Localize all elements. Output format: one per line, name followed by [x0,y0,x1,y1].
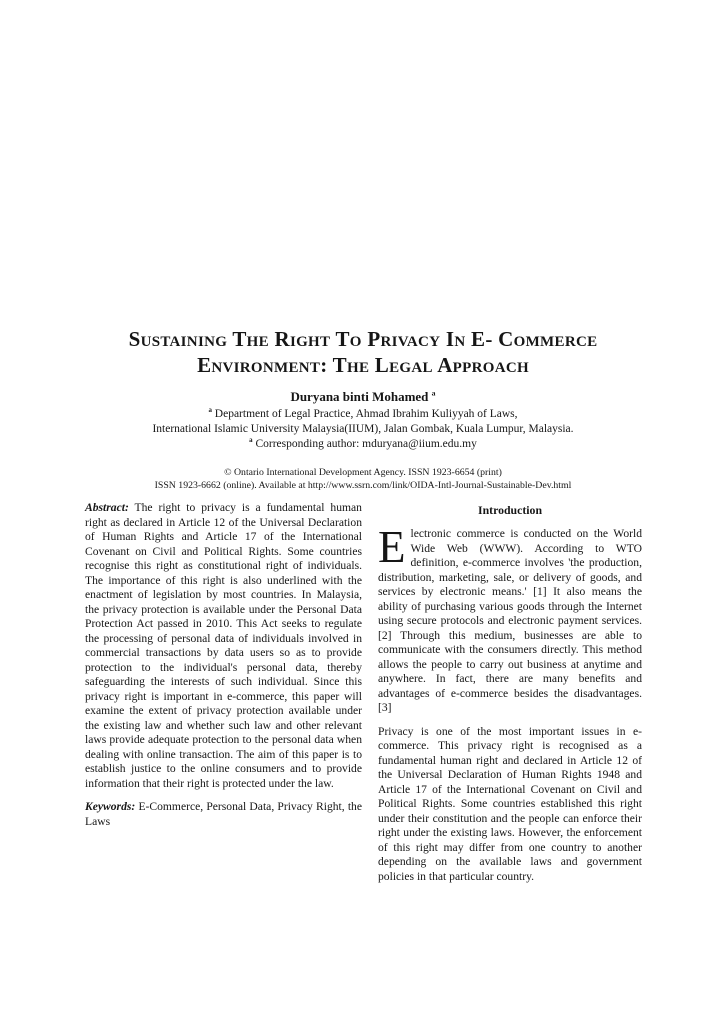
intro-paragraph-2: Privacy is one of the most important issues in e-commerce. This privacy right is recognised as a fundamental human right and declared in Article 12 of the Universal Declaration of Human Rights 1948 and Article 17 of the International Covenant on Civil and Political Rights. Some countries established this right under their constitution and the people can enforce their right under the existing laws. However, the enforcement of this right may differ from one country to another depending on the available laws and government policies in that particular country. [378,724,642,883]
keywords-paragraph [85,800,362,829]
abstract-label: Abstract: [85,501,129,514]
body-columns [85,501,642,884]
corresponding-marker: a [249,437,253,445]
author-name-text: Duryana binti Mohamed [290,389,429,404]
author-affiliation-marker: a [431,388,436,398]
title-line-1: Sustaining The Right To Privacy In E- Commerce [128,327,598,351]
left-column [85,501,362,884]
paper-title [84,326,642,378]
affiliation-line-1 [84,407,642,422]
imprint-block [84,467,642,492]
introduction-heading: Introduction [477,503,543,517]
affiliation-line-2: International Islamic University Malaysia(IIUM), Jalan Gombak, Kuala Lumpur, Malaysia. [152,423,574,435]
intro-paragraph-1-text: lectronic commerce is conducted on the World Wide Web (WWW). According to WTO definition, e-commerce involves 'the production, distribution, marketing, sale, or delivery of goods, and services by electronic means.' [1] It also means the ability of purchasing various goods through the Internet using secure protocols and electronic payment services. [2] Through this medium, businesses are able to communicate with the consumers directly. This method allows the people to carry out business at anytime and anywhere. In fact, there are many benefits and advantages of e-commerce besides the disadvantages. [3] [378,527,642,714]
keywords-text: E-Commerce, Personal Data, Privacy Right, the Laws [85,800,362,828]
keywords-label: Keywords: [85,800,136,813]
imprint-line-1: © Ontario International Development Agency. ISSN 1923-6654 (print) [224,467,502,478]
corresponding-author [84,437,642,452]
affiliation-block [84,407,642,437]
author-name [84,389,642,405]
abstract-paragraph [85,501,362,791]
abstract-text: The right to privacy is a fundamental human right as declared in Article 12 of the Universal Declaration of Human Rights and Article 17 of the International Covenant on Civil and Political Rights. Some countries recognise this right as constitutional right of individuals. The importance of this right is also underlined with the enactment of legislation by most countries. In Malaysia, the privacy protection is available under the Personal Data Protection Act passed in 2010. This Act seeks to regulate the processing of personal data of individuals involved in commercial transactions by data users so as to provide protection to the individual's personal data, thereby safeguarding the interests of such individual. Since this privacy right is important in e-commerce, this paper will examine the extent of privacy protection available under the existing law and whether such law and other relevant laws provide adequate protection to the personal data when dealing with online transaction. The aim of this paper is to establish justice to the online consumers and to provide information that their right is protected under the law. [85,501,362,790]
title-line-2: Environment: The Legal Approach [197,353,529,377]
affiliation-marker: a [208,407,212,415]
right-column [378,501,642,884]
corresponding-text: Corresponding author: mduryana@iium.edu.my [255,438,477,450]
title-block [84,326,642,492]
intro-paragraph-1 [378,522,642,716]
affiliation-line-1-text: Department of Legal Practice, Ahmad Ibrahim Kuliyyah of Laws, [214,408,518,420]
drop-cap: E [378,522,406,572]
imprint-line-2: ISSN 1923-6662 (online). Available at http://www.ssrn.com/link/OIDA-Intl-Journal-Sustainable-Dev.html [154,479,572,491]
